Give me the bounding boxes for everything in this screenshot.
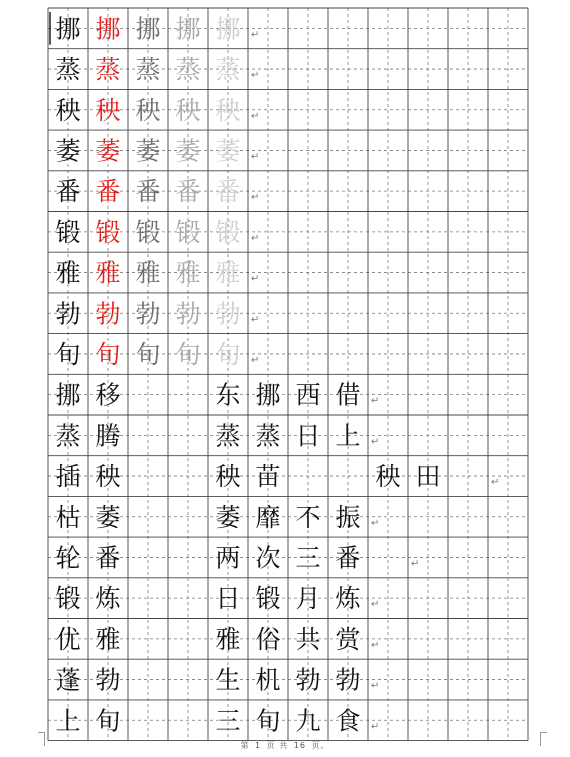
page-corner-right-h [540, 732, 547, 733]
hanzi-trace-character: 锻 [215, 217, 241, 247]
hanzi-model-character: 旬 [95, 339, 121, 369]
hanzi-character: 蓬 [55, 665, 81, 695]
paragraph-mark-icon: ↵ [251, 110, 260, 122]
hanzi-character: 上 [55, 706, 81, 736]
page-footer [0, 740, 570, 751]
hanzi-character: 挪 [55, 380, 81, 410]
paragraph-mark-icon: ↵ [251, 151, 260, 163]
hanzi-trace-character: 番 [175, 177, 201, 207]
hanzi-character: 三 [215, 706, 241, 736]
hanzi-character: 生 [215, 665, 241, 695]
paragraph-mark-icon: ↵ [371, 436, 380, 448]
hanzi-trace-character: 萎 [175, 136, 201, 166]
hanzi-character: 勃 [95, 665, 121, 695]
hanzi-trace-character: 雅 [215, 258, 241, 288]
hanzi-character: 插 [55, 462, 81, 492]
footer-mid: 页 共 [266, 741, 289, 750]
hanzi-character: 炼 [335, 584, 361, 614]
hanzi-character: 日 [215, 584, 241, 614]
hanzi-character: 蒸 [55, 55, 81, 85]
hanzi-trace-character: 萎 [135, 136, 161, 166]
hanzi-character: 锻 [55, 584, 81, 614]
hanzi-character: 田 [415, 462, 441, 492]
paragraph-mark-icon: ↵ [371, 517, 380, 529]
hanzi-trace-character: 雅 [175, 258, 201, 288]
hanzi-character: 九 [295, 706, 321, 736]
hanzi-character: 两 [215, 543, 241, 573]
paragraph-mark-icon: ↵ [371, 680, 380, 692]
hanzi-trace-character: 勃 [215, 299, 241, 329]
hanzi-character: 锻 [255, 584, 281, 614]
paragraph-mark-icon: ↵ [371, 639, 380, 651]
hanzi-trace-character: 勃 [175, 299, 201, 329]
hanzi-character: 挪 [55, 14, 81, 44]
hanzi-character: 旬 [95, 706, 121, 736]
hanzi-character: 雅 [55, 258, 81, 288]
hanzi-trace-character: 锻 [135, 217, 161, 247]
hanzi-character: 食 [335, 706, 361, 736]
hanzi-character: 锻 [55, 217, 81, 247]
hanzi-model-character: 蒸 [95, 55, 121, 85]
hanzi-character: 蒸 [255, 421, 281, 451]
hanzi-model-character: 秧 [95, 95, 121, 125]
hanzi-character: 秧 [215, 462, 241, 492]
paragraph-mark-icon: ↵ [371, 599, 380, 611]
hanzi-character: 共 [295, 624, 321, 654]
hanzi-character: 勃 [295, 665, 321, 695]
paragraph-mark-icon: ↵ [411, 558, 420, 570]
hanzi-character: 番 [335, 543, 361, 573]
footer-total-pages: 16 [293, 741, 306, 750]
paragraph-mark-icon: ↵ [491, 477, 500, 489]
hanzi-trace-character: 挪 [135, 14, 161, 44]
paragraph-mark-icon: ↵ [251, 314, 260, 326]
hanzi-character: 腾 [95, 421, 121, 451]
page-corner-left-h [38, 732, 45, 733]
hanzi-character: 苗 [255, 462, 281, 492]
hanzi-trace-character: 勃 [135, 299, 161, 329]
hanzi-trace-character: 雅 [135, 258, 161, 288]
hanzi-character: 雅 [95, 624, 121, 654]
hanzi-model-character: 锻 [95, 217, 121, 247]
hanzi-trace-character: 旬 [135, 339, 161, 369]
hanzi-character: 轮 [55, 543, 81, 573]
footer-pre: 第 [240, 741, 250, 750]
hanzi-character: 秧 [95, 462, 121, 492]
hanzi-character: 俗 [255, 624, 281, 654]
hanzi-character: 上 [335, 421, 361, 451]
hanzi-character: 蒸 [55, 421, 81, 451]
paragraph-mark-icon: ↵ [251, 232, 260, 244]
hanzi-character: 东 [215, 380, 241, 410]
hanzi-character: 次 [255, 543, 281, 573]
hanzi-character: 借 [335, 380, 361, 410]
hanzi-trace-character: 挪 [215, 14, 241, 44]
paragraph-mark-icon: ↵ [251, 29, 260, 41]
hanzi-trace-character: 蒸 [175, 55, 201, 85]
hanzi-trace-character: 萎 [215, 136, 241, 166]
hanzi-trace-character: 番 [135, 177, 161, 207]
hanzi-character: 振 [335, 502, 361, 532]
hanzi-character: 秧 [55, 95, 81, 125]
footer-page-number: 1 [255, 741, 262, 750]
hanzi-model-character: 萎 [95, 136, 121, 166]
hanzi-character: 旬 [55, 339, 81, 369]
grid-characters [50, 12, 499, 735]
hanzi-character: 优 [55, 624, 81, 654]
hanzi-character: 西 [295, 380, 321, 410]
hanzi-model-character: 雅 [95, 258, 121, 288]
hanzi-trace-character: 秧 [135, 95, 161, 125]
hanzi-trace-character: 锻 [175, 217, 201, 247]
hanzi-character: 枯 [55, 502, 81, 532]
hanzi-trace-character: 蒸 [135, 55, 161, 85]
hanzi-trace-character: 旬 [215, 339, 241, 369]
hanzi-character: 雅 [215, 624, 241, 654]
hanzi-trace-character: 秧 [175, 95, 201, 125]
paragraph-mark-icon: ↵ [251, 192, 260, 204]
hanzi-character: 萎 [95, 502, 121, 532]
hanzi-character: 萎 [215, 502, 241, 532]
hanzi-character: 赏 [335, 624, 361, 654]
hanzi-character: 勃 [55, 299, 81, 329]
paragraph-mark-icon: ↵ [251, 354, 260, 366]
hanzi-model-character: 番 [95, 177, 121, 207]
hanzi-character: 月 [295, 584, 321, 614]
footer-post: 页。 [311, 741, 330, 750]
hanzi-character: 不 [295, 502, 321, 532]
hanzi-character: 机 [255, 665, 281, 695]
hanzi-character: 旬 [255, 706, 281, 736]
hanzi-trace-character: 番 [215, 177, 241, 207]
hanzi-character: 日 [295, 421, 321, 451]
hanzi-character: 萎 [55, 136, 81, 166]
hanzi-character: 秧 [375, 462, 401, 492]
paragraph-mark-icon: ↵ [371, 395, 380, 407]
hanzi-trace-character: 挪 [175, 14, 201, 44]
hanzi-trace-character: 蒸 [215, 55, 241, 85]
hanzi-character: 蒸 [215, 421, 241, 451]
hanzi-character: 勃 [335, 665, 361, 695]
paragraph-mark-icon: ↵ [371, 721, 380, 733]
hanzi-character: 挪 [255, 380, 281, 410]
hanzi-character: 靡 [255, 502, 281, 532]
hanzi-model-character: 勃 [95, 299, 121, 329]
paragraph-mark-icon: ↵ [251, 70, 260, 82]
hanzi-character: 三 [295, 543, 321, 573]
hanzi-character: 炼 [95, 584, 121, 614]
hanzi-character: 番 [55, 177, 81, 207]
hanzi-character: 番 [95, 543, 121, 573]
hanzi-character: 移 [95, 380, 121, 410]
hanzi-trace-character: 秧 [215, 95, 241, 125]
hanzi-trace-character: 旬 [175, 339, 201, 369]
paragraph-mark-icon: ↵ [251, 273, 260, 285]
hanzi-model-character: 挪 [95, 14, 121, 44]
